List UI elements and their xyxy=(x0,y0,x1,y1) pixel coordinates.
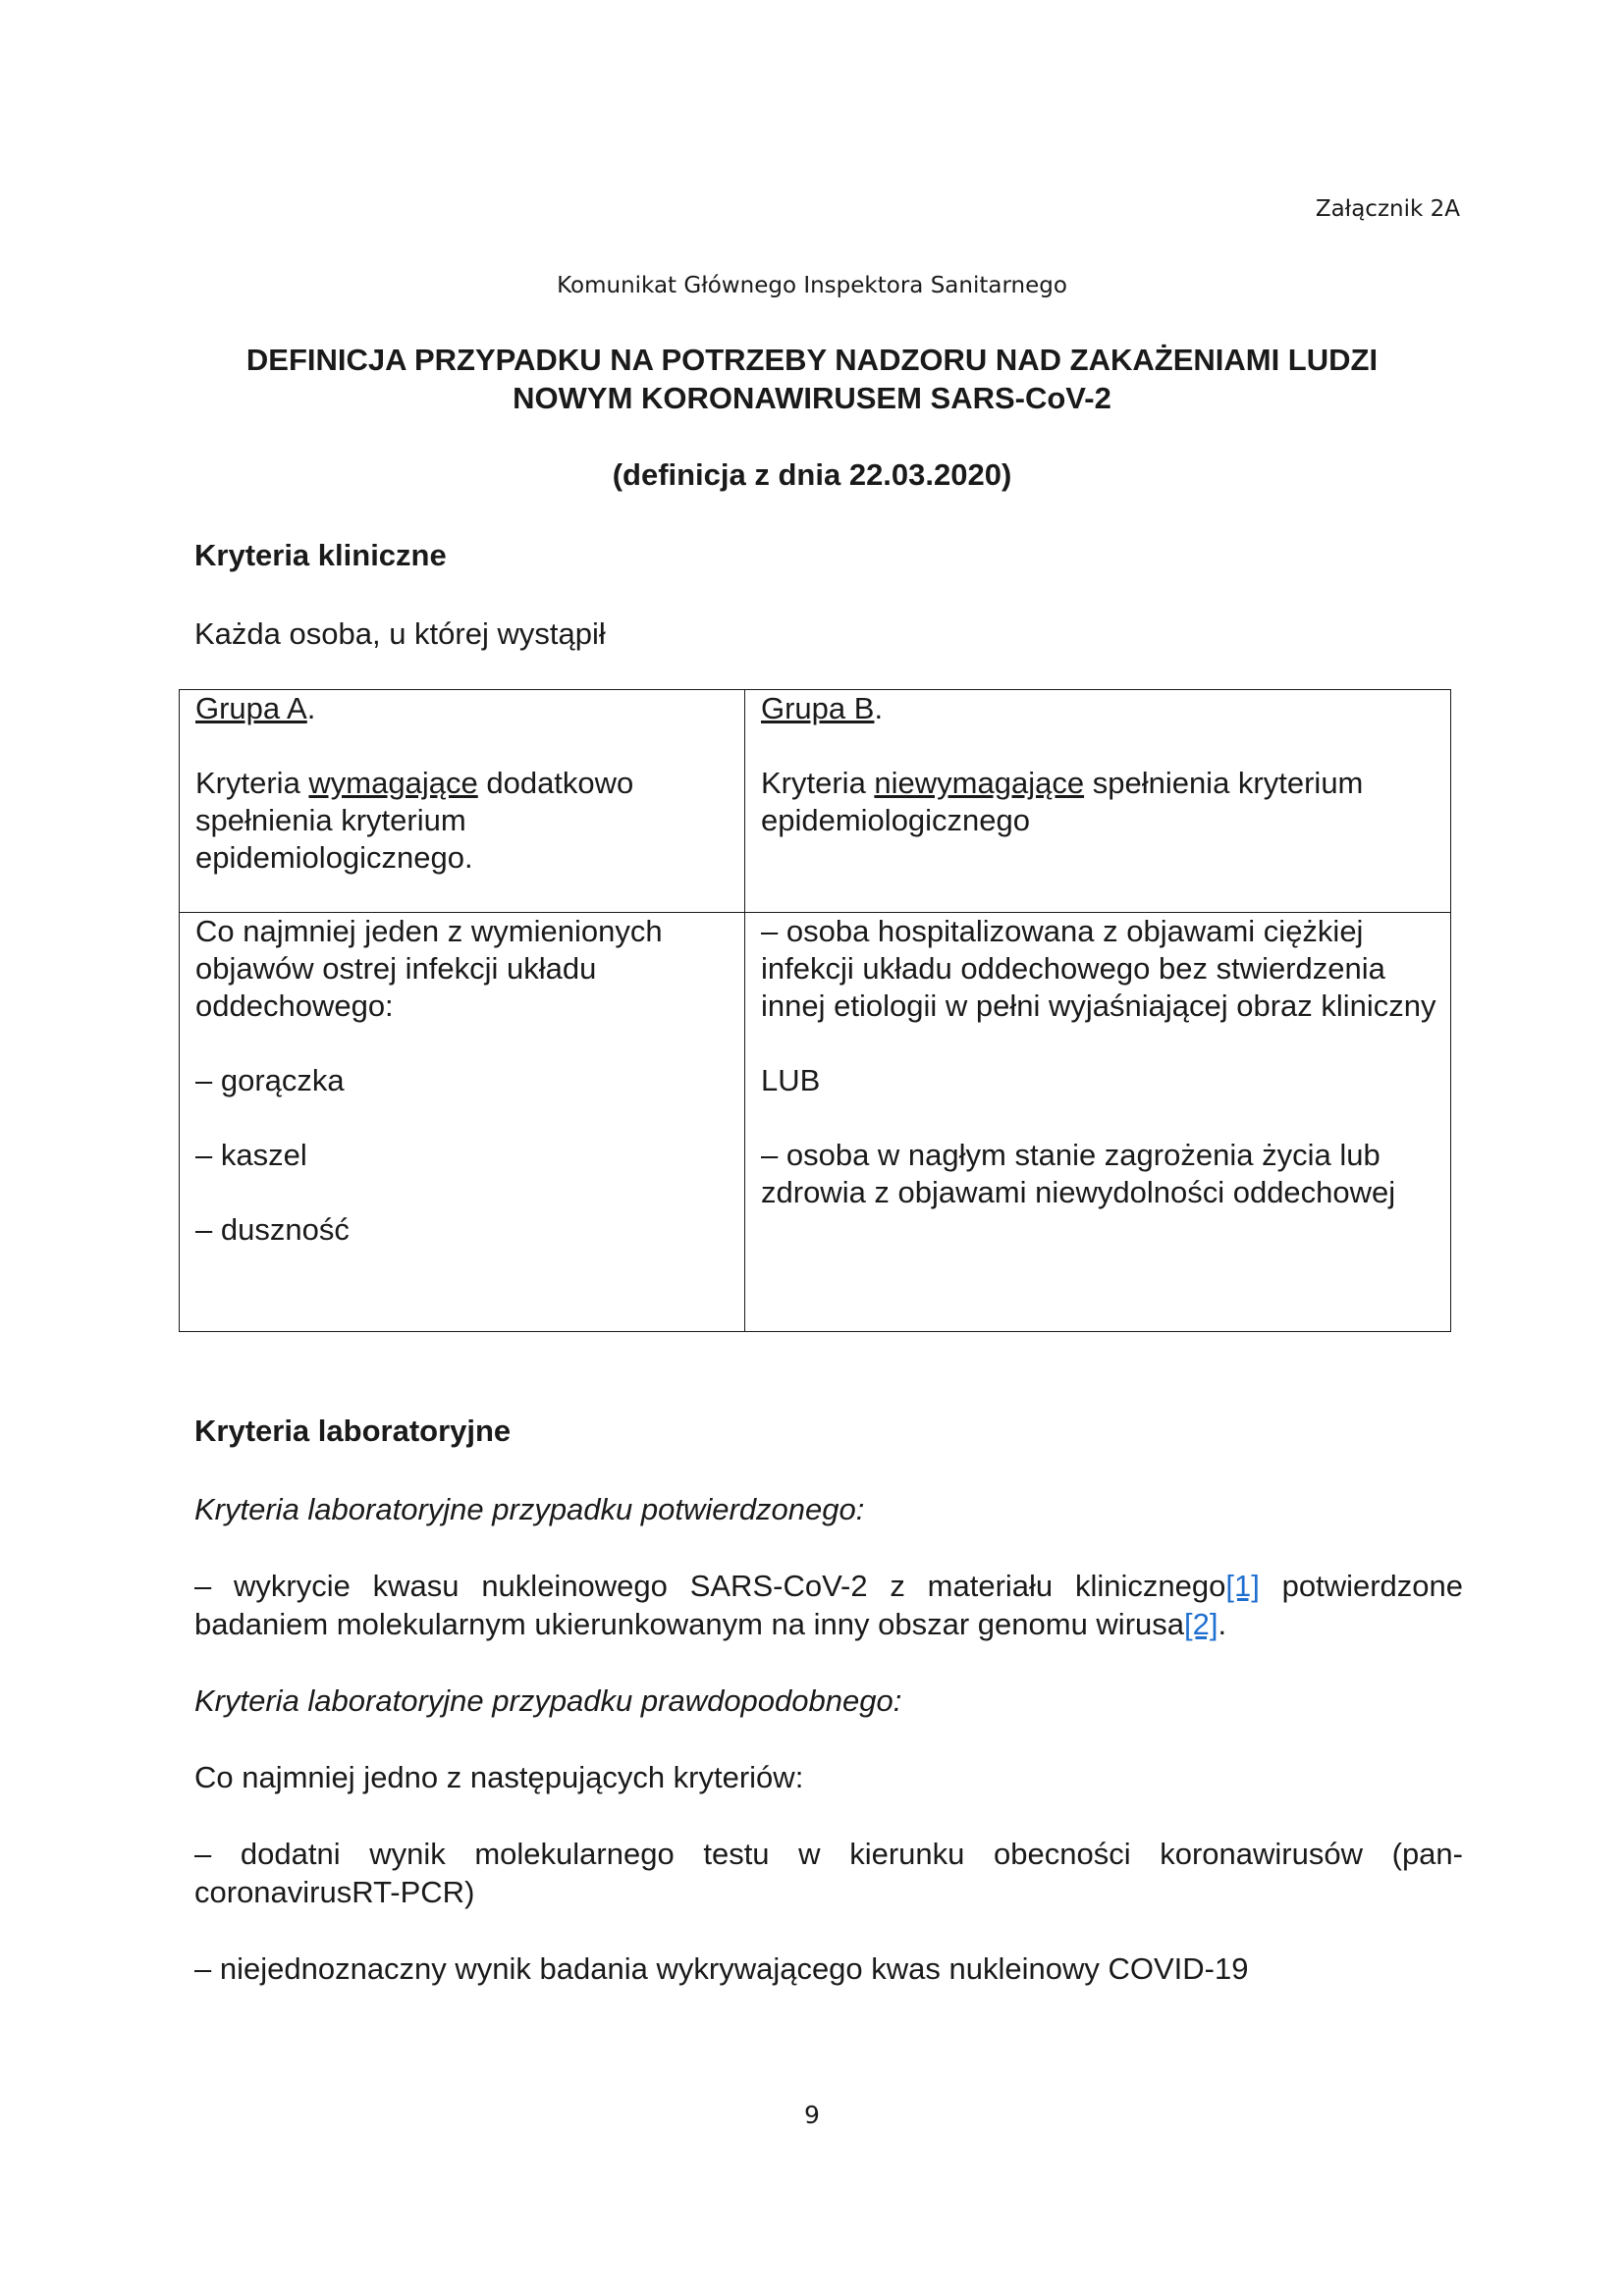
group-a-header-cell xyxy=(180,690,745,913)
group-a-description xyxy=(195,765,731,877)
group-a-criteria-cell xyxy=(180,913,745,1332)
group-a-desc-post: dodatkowo spełnienia kryterium epidemiologicznego. xyxy=(195,766,634,875)
group-a-name-suffix: . xyxy=(306,691,316,725)
confirmed-case-criterion xyxy=(194,1567,1463,1643)
probable-criterion-2: – niejednoznaczny wynik badania wykrywającego kwas nukleinowy COVID-19 xyxy=(194,1951,1249,1986)
table-row-groups xyxy=(180,690,1451,913)
table-row-criteria xyxy=(180,913,1451,1332)
definition-date: (definicja z dnia 22.03.2020) xyxy=(612,457,1012,492)
clinical-criteria-table xyxy=(179,689,1451,1332)
probable-case-intro: Co najmniej jedno z następujących kryteriów: xyxy=(194,1760,804,1794)
footnote-2-link[interactable]: [2] xyxy=(1184,1607,1218,1641)
group-a-desc-underlined: wymagające xyxy=(308,766,478,800)
group-b-desc-pre: Kryteria xyxy=(761,766,875,800)
symptom-cough: – kaszel xyxy=(195,1138,307,1172)
group-b-description xyxy=(761,765,1436,839)
page-number: 9 xyxy=(804,2101,820,2129)
probable-criterion-1-line-1: – dodatni wynik molekularnego testu w kierunku obecności koronawirusów (pan- xyxy=(194,1837,1463,1871)
group-a-name: Grupa A xyxy=(195,691,307,725)
footnote-1-link[interactable]: [1] xyxy=(1225,1569,1260,1603)
group-b-criteria-cell xyxy=(745,913,1451,1332)
confirmed-text-2: potwierdzone badaniem molekularnym ukierunkowanym na inny obszar genomu wirusa xyxy=(194,1569,1463,1641)
group-b-name: Grupa B xyxy=(761,691,875,725)
group-b-header-cell xyxy=(745,690,1451,913)
group-b-item-1: – osoba hospitalizowana z objawami ciężkiej infekcji układu oddechowego bez stwierdzenia innej etiologii w pełni wyjaśniającej obraz kliniczny xyxy=(761,914,1436,1023)
group-b-desc-post: spełnienia kryterium epidemiologicznego xyxy=(761,766,1364,837)
confirmed-case-heading: Kryteria laboratoryjne przypadku potwierdzonego: xyxy=(194,1492,865,1526)
confirmed-text-1: – wykrycie kwasu nukleinowego SARS-CoV-2 z materiału klinicznego xyxy=(194,1569,1226,1603)
group-b-item-2: – osoba w nagłym stanie zagrożenia życia lub zdrowia z objawami niewydolności oddechowej xyxy=(761,1138,1396,1209)
probable-criterion-1-line-2: coronavirusRT-PCR) xyxy=(194,1875,475,1909)
title-line-1: DEFINICJA PRZYPADKU NA POTRZEBY NADZORU NAD ZAKAŻENIAMI LUDZI xyxy=(245,343,1379,377)
document-title xyxy=(137,341,1487,417)
annex-label: Załącznik 2A xyxy=(1315,196,1460,222)
confirmed-text-3: . xyxy=(1218,1607,1227,1641)
title-line-2: NOWYM KORONAWIRUSEM SARS-CoV-2 xyxy=(513,381,1111,415)
clinical-intro: Każda osoba, u której wystąpił xyxy=(194,616,606,651)
clinical-criteria-heading: Kryteria kliniczne xyxy=(194,538,447,572)
communique-label: Komunikat Głównego Inspektora Sanitarnego xyxy=(557,273,1067,298)
symptom-dyspnea: – duszność xyxy=(195,1212,350,1247)
probable-criterion-1 xyxy=(194,1835,1463,1911)
group-b-name-suffix: . xyxy=(874,691,884,725)
group-b-desc-underlined: niewymagające xyxy=(874,766,1085,800)
group-b-or: LUB xyxy=(761,1063,821,1097)
symptom-fever: – gorączka xyxy=(195,1063,345,1097)
probable-case-heading: Kryteria laboratoryjne przypadku prawdopodobnego: xyxy=(194,1683,902,1718)
group-a-criteria-intro: Co najmniej jeden z wymienionych objawów ostrej infekcji układu oddechowego: xyxy=(195,914,663,1023)
laboratory-criteria-heading: Kryteria laboratoryjne xyxy=(194,1414,512,1448)
group-a-desc-pre: Kryteria xyxy=(195,766,309,800)
